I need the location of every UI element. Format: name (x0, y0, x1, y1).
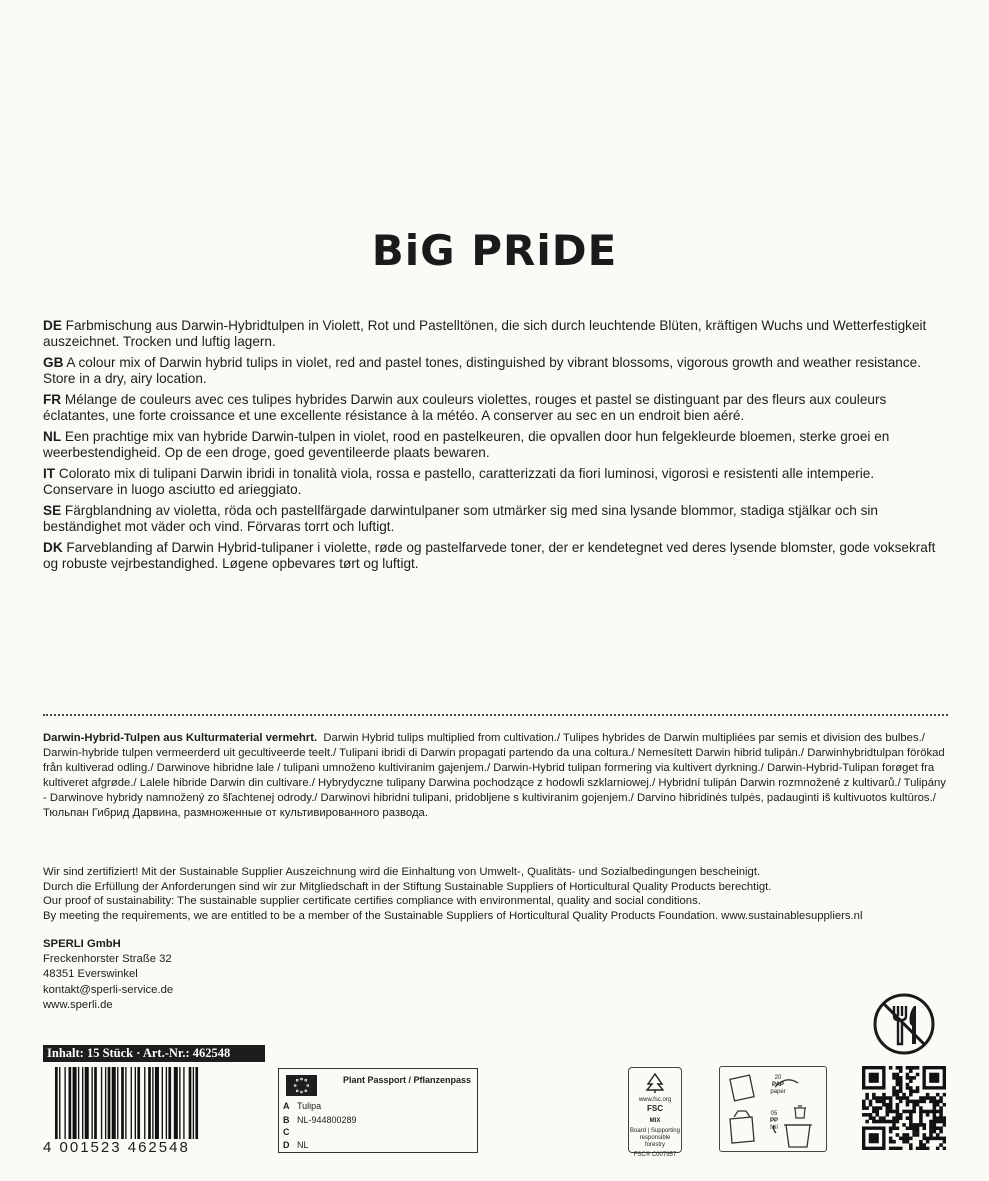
fsc-label: www.fsc.org FSC MIX Board | Supporting responsible forestry FSC® C007957 (628, 1067, 682, 1153)
passport-row-c: C (283, 1127, 290, 1137)
plant-passport-heading: Plant Passport / Pflanzenpass (343, 1075, 472, 1085)
origin-statement: Darwin-Hybrid-Tulpen aus Kulturmaterial vermehrt. Darwin Hybrid tulips multiplied from cultivation./ Tulipes hybrides de Darwin multipliées par semis et division des bulbes./ Darwin-hybride tulpen vermeerderd uit gecultiveerde teelt./ Tulipani ibridi di Darwin propagati partendo da una coltura./ Nemesített Darwin hibrid tulipán./ Darwinhybridtulpan förökad från kultiverad odling./ Darwinove hibridne lale / tulipani umnoženo kultiviranim gajenjem./ Darwin-Hybrid tulipan formering via kultivert dyrkning./ Darwin-Hybrid-Tulipan forøget fra kultiveret afgrøde./ Lalele hibride Darwin din cultivare./ Hybrydyczne tulipany Darwina pochodzące z hodowli szklarniowej./ Hybridní tulipán Darwin rozmnožené z kultivarů./ Tulipány - Darwinove hybridy namnožený zo šľachtenej odrody./ Darwinovi hibridni tulipani, pridobljene s kultiviranim gojenjem./ Darvino hibridinės tulpės, padauginti iš kultivuotos kultūros./ Тюльпан Гибрид Дарвина, размноженные от культивированного развода. (43, 732, 946, 819)
company-email: kontakt@sperli-service.de (43, 983, 174, 996)
passport-row-a: A Tulipa (283, 1101, 322, 1111)
recycling-label: 20 PAP paper 05 PP foil (719, 1066, 827, 1152)
content-article-label: Inhalt: 15 Stück · Art.-Nr.: 462548 (43, 1045, 265, 1062)
company-website: www.sperli.de (43, 998, 113, 1011)
fsc-tree-icon (644, 1072, 666, 1094)
description-nl: NL Een prachtige mix van hybride Darwin-tulpen in violet, rood en pastelkeuren, die opvallen door hun felgekleurde bloemen, sterke groei en weerbestendigheid. Op de een droge, goed geventileerde plaats bewaren. (43, 429, 890, 460)
dotted-divider (43, 714, 948, 716)
description-gb: GB A colour mix of Darwin hybrid tulips in violet, red and pastel tones, distinguished by vibrant blossoms, vigorous growth and weather resistance. Store in a dry, airy location. (43, 355, 921, 386)
description-se: SE Färgblandning av violetta, röda och pastellfärgade darwintulpaner som utmärker sig med sina lysande blommor, stadiga stjälkar och sin beständighet mot väder och vind. Förvaras torrt och luftigt. (43, 503, 878, 534)
qr-code-icon (862, 1066, 946, 1150)
eu-flag-icon (286, 1075, 317, 1096)
plant-passport (278, 1068, 478, 1153)
company-address: SPERLI GmbH Freckenhorster Straße 32 48351 Everswinkel kontakt@sperli-service.de www.sperli.de (43, 937, 173, 1013)
barcode-digits: 4 001523 462548 (43, 1139, 243, 1157)
no-eating-icon (872, 992, 936, 1056)
barcode (43, 1067, 243, 1157)
description-de: DE Farbmischung aus Darwin-Hybridtulpen in Violett, Rot und Pastelltönen, die sich durch leuchtende Blüten, kräftigen Wuchs und Wetterfestigkeit auszeichnet. Trocken und luftig lagern. (43, 318, 927, 349)
passport-row-d: D NL (283, 1140, 309, 1150)
product-title: BiG PRiDE (371, 226, 618, 275)
description-fr: FR Mélange de couleurs avec ces tulipes hybrides Darwin aux couleurs violettes, rouges et pastel se distinguant par des fleurs aux couleurs éclatantes, une forte croissance et une excellente résistance à la météo. A conserver au sec en un endroit bien aéré. (43, 392, 887, 423)
passport-row-b: B NL-944800289 (283, 1115, 357, 1125)
certification-text: Wir sind zertifiziert! Mit der Sustainable Supplier Auszeichnung wird die Einhaltung von Umwelt-, Qualitäts- und Sozialbedingungen bescheinigt. Durch die Erfüllung der Anforderungen sind wir zur Mitgliedschaft in der Stiftung Sustainable Suppliers of Horticultural Quality Products berechtigt. Our proof of sustainability: The sustainable supplier certificate certifies compliance with environmental, quality and social conditions. By meeting the requirements, we are entitled to be a member of the Sustainable Suppliers of Horticultural Quality Products Foundation. www.sustainablesuppliers.nl (43, 866, 863, 922)
description-it: IT Colorato mix di tulipani Darwin ibridi in tonalità viola, rossa e pastello, caratterizzati da fiori luminosi, vigorosi e resistenti alle intemperie. Conservare in luogo asciutto ed arieggiato. (43, 466, 875, 497)
product-descriptions (43, 318, 948, 577)
description-dk: DK Farveblanding af Darwin Hybrid-tulipaner i violette, røde og pastelfarvede toner, der er kendetegnet ved deres lysende blomster, gode voksekraft og robuste vejrbestandighed. Løgene opbevares tørt og luftigt. (43, 540, 936, 571)
trash-bin-icon (792, 1105, 808, 1119)
